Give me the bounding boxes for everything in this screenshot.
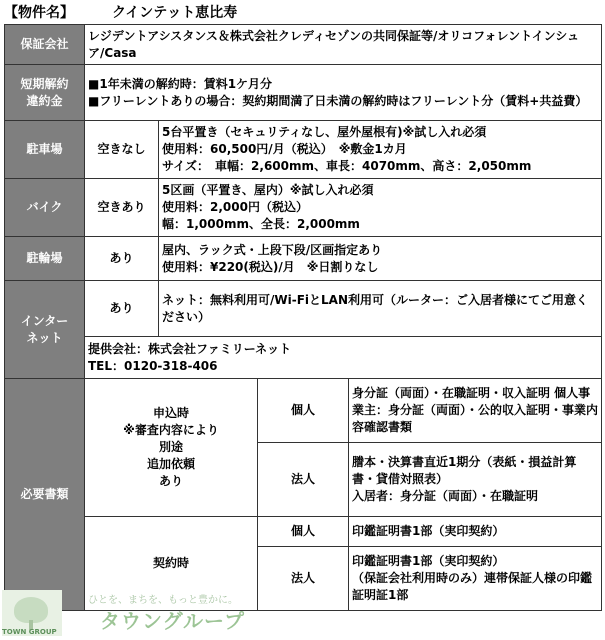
parking-label: 駐車場 — [5, 121, 85, 179]
early-termination-line-2: ■フリーレントありの場合：契約期間満了日未満の解約時はフリーレント分（賃料+共益費） — [88, 93, 588, 108]
early-termination-line-1: ■1年未満の解約時：賃料1ケ月分 — [88, 76, 273, 91]
bike-line-2: 使用料：2,000円（税込） — [162, 200, 308, 214]
row-internet — [5, 281, 602, 337]
row-bicycle — [5, 237, 602, 281]
documents-label: 必要書類 — [5, 379, 85, 611]
property-name-label: 【物件名】 — [4, 5, 74, 21]
internet-provider: 提供会社：株式会社ファミリーネット — [88, 341, 292, 356]
bike-details — [159, 179, 602, 237]
application-corporate-line-1: 謄本・決算書直近1期分（表紙・損益計算書・貸借対照表） — [352, 455, 577, 486]
footer-brand: タウングループ — [100, 609, 245, 633]
early-termination-label — [5, 65, 85, 121]
row-parking — [5, 121, 602, 179]
parking-line-1: 5台平置き（セキュリティなし、屋外屋根有)※試し入れ必須 — [162, 125, 487, 139]
application-line-3: 別途 — [158, 440, 183, 454]
bike-line-1: 5区画（平置き、屋内）※試し入れ必須 — [162, 183, 374, 197]
title-bar — [0, 0, 605, 22]
contract-corporate-text — [349, 547, 602, 611]
application-individual-text: 身分証（両面）・在職証明・収入証明 個人事業主：身分証（両面）・公的収入証明・事業内容確認書類 — [349, 379, 602, 443]
bicycle-details — [159, 237, 602, 281]
bike-label: バイク — [5, 179, 85, 237]
application-individual-label: 個人 — [258, 379, 349, 443]
row-bike — [5, 179, 602, 237]
early-termination-label-1: 短期解約 — [20, 76, 69, 91]
footer-slogan: ひとを、まちを、もっと豊かに。 — [88, 595, 238, 606]
row-guarantee — [5, 25, 602, 65]
property-name: クインテット恵比寿 — [112, 5, 238, 21]
application-corporate-label: 法人 — [258, 443, 349, 517]
application-line-2: ※審査内容により — [123, 423, 219, 437]
parking-status: 空きなし — [85, 121, 159, 179]
internet-label-2: ネット — [26, 330, 63, 345]
parking-line-2: 使用料：60,500円/月（税込） ※敷金1カ月 — [162, 142, 407, 156]
bicycle-line-2: 使用料：¥220(税込)/月 ※日割りなし — [162, 259, 379, 274]
bike-status: 空きあり — [85, 179, 159, 237]
guarantee-text: レジデントアシスタンス＆株式会社クレディセゾンの共同保証等/オリコフォレントインシュア/Casa — [85, 25, 602, 65]
row-documents-contract-individual — [5, 517, 602, 547]
contract-individual-text: 印鑑証明書1部（実印契約） — [349, 517, 602, 547]
application-line-1: 申込時 — [152, 406, 189, 420]
bicycle-line-1: 屋内、ラック式・上段下段/区画指定あり — [162, 242, 383, 257]
application-line-4: 追加依頼 — [146, 457, 195, 471]
contract-individual-label: 個人 — [258, 517, 349, 547]
internet-label-1: インター — [20, 313, 69, 328]
logo-text: TOWN GROUP — [2, 628, 57, 636]
application-corporate-text — [349, 443, 602, 517]
row-early-termination — [5, 65, 602, 121]
parking-line-3: サイズ： 車幅：2,600mm、車長：4070mm、高さ：2,050mm — [162, 159, 532, 173]
row-internet-provider — [5, 337, 602, 379]
contract-corporate-line-1: 印鑑証明書1部（実印契約） — [352, 554, 505, 568]
property-info-table — [4, 24, 602, 611]
internet-label — [5, 281, 85, 379]
row-documents-application-individual — [5, 379, 602, 443]
application-timing — [85, 379, 258, 517]
internet-provider-cell — [85, 337, 602, 379]
internet-status: あり — [85, 281, 159, 337]
internet-phone: TEL：0120-318-406 — [88, 358, 218, 373]
internet-text: ネット：無料利用可/Wi-FiとLAN利用可（ルーター：ご入居者様にてご用意ください） — [159, 281, 602, 337]
early-termination-text — [85, 65, 602, 121]
bicycle-status: あり — [85, 237, 159, 281]
application-corporate-line-2: 入居者：身分証（両面）・在職証明 — [352, 489, 539, 503]
parking-details — [159, 121, 602, 179]
contract-timing: 契約時 — [85, 517, 258, 611]
contract-corporate-line-2: （保証会社利用時のみ）連帯保証人様の印鑑証明証1部 — [352, 571, 593, 602]
early-termination-label-2: 違約金 — [26, 93, 63, 108]
bike-line-3: 幅：1,000mm、全長：2,000mm — [162, 217, 360, 231]
bicycle-label: 駐輪場 — [5, 237, 85, 281]
application-line-5: あり — [158, 474, 183, 488]
guarantee-label: 保証会社 — [5, 25, 85, 65]
contract-corporate-label: 法人 — [258, 547, 349, 611]
